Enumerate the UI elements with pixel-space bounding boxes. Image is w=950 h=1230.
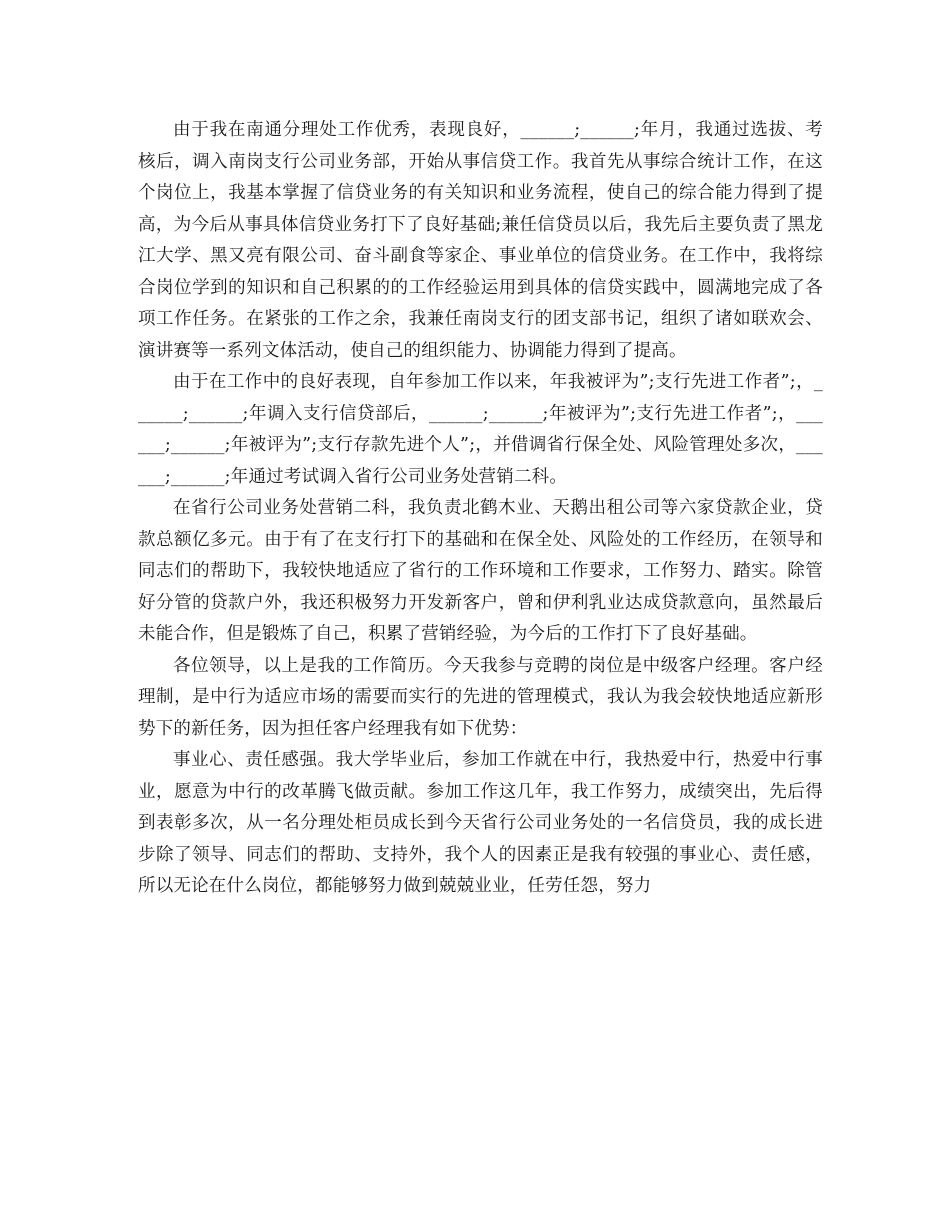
paragraph-work-history: 由于我在南通分理处工作优秀，表现良好，______;______;年月，我通过选拔、考核后，调入南岗支行公司业务部，开始从事信贷工作。我首先从事综合统计工作，在这个岗位上，我基本掌握了信贷业务的有关知识和业务流程，使自己的综合能力得到了提高，为今后从事具体信贷业务打下了良好基础;兼任信贷员以后，我先后主要负责了黑龙江大学、黑又亮有限公司、奋斗副食等家企、事业单位的信贷业务。在工作中，我将综合岗位学到的知识和自己积累的的工作经验运用到具体的信贷实践中，圆满地完成了各项工作任务。在紧张的工作之余，我兼任南岗支行的团支部书记，组织了诸如联欢会、演讲赛等一系列文体活动，使自己的组织能力、协调能力得到了提高。: [138, 120, 823, 361]
paragraph-provincial-bank: 在省行公司业务处营销二科，我负责北鹤木业、天鹅出租公司等六家贷款企业，贷款总额亿多元。由于有了在支行打下的基础和在保全处、风险处的工作经历，在领导和同志们的帮助下，我较快地适应了省行的工作环境和工作要求，工作努力、踏实。除管好分管的贷款户外，我还积极努力开发新客户，曾和伊利乳业达成贷款意向，虽然最后未能合作，但是锻炼了自己，积累了营销经验，为今后的工作打下了良好基础。: [138, 498, 823, 644]
paragraph-position: 各位领导，以上是我的工作简历。今天我参与竞聘的岗位是中级客户经理。客户经理制，是中行为适应市场的需要而实行的先进的管理模式，我认为我会较快地适应新形势下的新任务，因为担任客户经理我有如下优势：: [138, 655, 823, 739]
paragraph-dedication: 事业心、责任感强。我大学毕业后，参加工作就在中行，我热爱中行，热爱中行事业，愿意为中行的改革腾飞做贡献。参加工作这几年，我工作努力，成绩突出，先后得到表彰多次，从一名分理处柜员成长到今天省行公司业务处的一名信贷员，我的成长进步除了领导、同志们的帮助、支持外，我个人的因素正是我有较强的事业心、责任感，所以无论在什么岗位，都能够努力做到兢兢业业，任劳任怨，努力: [138, 750, 823, 896]
document-body: [138, 115, 823, 903]
paragraph-awards: 由于在工作中的良好表现，自年参加工作以来，年我被评为”;支行先进工作者”;，______;______;年调入支行信贷部后，______;______;年被评为”;支行先进工作者”;，______;______;年被评为”;支行存款先进个人”;，并借调省行保全处、风险管理处多次，______;______;年通过考试调入省行公司业务处营销二科。: [138, 372, 823, 487]
